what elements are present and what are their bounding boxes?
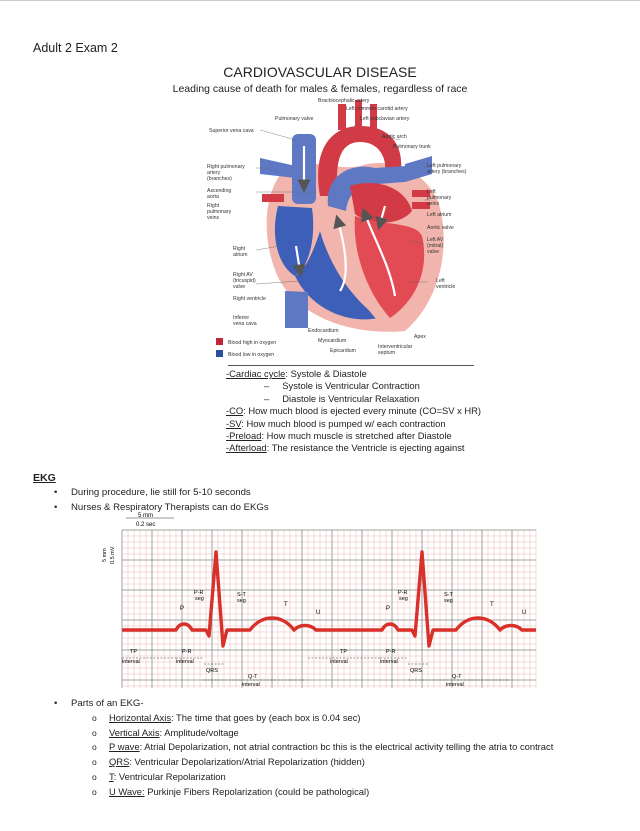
- label-pr-seg-1a: P-R: [194, 590, 204, 596]
- page-header: Adult 2 Exam 2: [33, 41, 118, 55]
- part-u-wave: o U Wave: Purkinje Fibers Repolarization (could be pathological): [92, 785, 553, 800]
- label-qt-1b: interval: [242, 682, 260, 688]
- note-sv: -SV: How much blood is pumped w/ each contraction: [226, 417, 446, 429]
- cardiac-notes: [226, 368, 481, 455]
- label-right-atrium-2: atrium: [233, 252, 248, 258]
- label-pr-int-2a: P-R: [386, 649, 396, 655]
- ekg-bullet-1: • During procedure, lie still for 5-10 seconds: [54, 486, 269, 501]
- label-pr-int-1b: interval: [176, 659, 194, 665]
- label-t-2: T: [490, 602, 494, 608]
- label-left-common-carotid: Left common carotid artery: [346, 106, 408, 112]
- label-inferior-vc-1: Inferior: [233, 315, 250, 321]
- label-st-seg-2b: seg: [444, 598, 453, 604]
- legend-high-swatch: [216, 338, 223, 345]
- label-pr-seg-2a: P-R: [398, 590, 408, 596]
- label-pr-int-2b: interval: [380, 659, 398, 665]
- scale-02sec: 0.2 sec: [136, 522, 156, 528]
- label-left-pulm-veins-2: pulmonary: [427, 195, 452, 201]
- label-right-atrium-1: Right: [233, 246, 246, 252]
- label-interventricular-1: Interventricular: [378, 344, 413, 350]
- label-right-ventricle: Right ventricle: [233, 296, 266, 302]
- label-left-pulm-artery-1: Left pulmonary: [427, 163, 462, 169]
- label-qrs-2: QRS: [410, 668, 422, 674]
- legend-high-label: Blood high in oxygen: [228, 340, 277, 346]
- label-endocardium: Endocardium: [308, 328, 339, 334]
- label-left-av-1: Left AV: [427, 237, 444, 243]
- label-pr-seg-2b: seg: [399, 596, 408, 602]
- label-right-av-1: Right AV: [233, 272, 253, 278]
- label-superior-vena-cava: Superior vena cava: [209, 128, 254, 134]
- section-title: CARDIOVASCULAR DISEASE: [223, 64, 417, 80]
- right-pulmonary-veins: [262, 194, 284, 202]
- scale-5mm: 5 mm: [138, 513, 153, 519]
- label-epicardium: Epicardium: [330, 348, 356, 354]
- parts-list: [92, 711, 553, 799]
- notes-rule: [228, 365, 474, 366]
- label-right-pulm-artery-1: Right pulmonary: [207, 164, 245, 170]
- label-right-av-3: valve: [233, 284, 246, 290]
- label-right-pulm-veins-1: Right: [207, 203, 220, 209]
- label-aortic-valve: Aortic valve: [427, 225, 454, 231]
- label-right-pulm-veins-2: pulmonary: [207, 209, 232, 215]
- label-left-pulm-veins-3: veins: [427, 201, 440, 207]
- label-left-av-3: valve: [427, 249, 440, 255]
- ekg-strip: [96, 512, 544, 692]
- label-right-av-2: (tricuspid): [233, 278, 256, 284]
- label-st-seg-1a: S-T: [237, 592, 246, 598]
- ekg-bullet-2: • Nurses & Respiratory Therapists can do EKGs: [54, 501, 269, 516]
- label-interventricular-2: septum: [378, 350, 396, 356]
- label-brachiocephalic: Brachiocephalic artery: [318, 98, 370, 104]
- note-diastole: – Diastole is Ventricular Relaxation: [264, 392, 420, 404]
- parts-label: • Parts of an EKG-: [54, 698, 144, 709]
- ekg-heading: EKG: [33, 472, 56, 484]
- label-pulmonary-trunk: Pulmonary trunk: [393, 144, 431, 150]
- note-afterload: -Afterload: The resistance the Ventricle is ejecting against: [226, 442, 465, 454]
- section-subtitle: Leading cause of death for males & females, regardless of race: [172, 83, 468, 95]
- label-u-1: U: [316, 610, 321, 616]
- label-p-2: P: [386, 606, 391, 612]
- label-st-seg-1b: seg: [237, 598, 246, 604]
- label-right-pulm-veins-3: veins: [207, 215, 220, 221]
- label-left-subclavian: Left subclavian artery: [360, 116, 410, 122]
- label-st-seg-2a: S-T: [444, 592, 453, 598]
- label-pulmonary-valve: Pulmonary valve: [275, 116, 314, 122]
- label-right-pulm-artery-2: artery: [207, 170, 221, 176]
- ekg-bullets: [54, 486, 269, 515]
- label-left-av-2: (mitral): [427, 243, 444, 249]
- label-left-ventricle-1: Left: [436, 278, 445, 284]
- part-t: o T: Ventricular Repolarization: [92, 770, 553, 785]
- label-tp-2b: interval: [330, 659, 348, 665]
- part-qrs: o QRS: Ventricular Depolarization/Atrial Repolarization (hidden): [92, 755, 553, 770]
- note-co: -CO: How much blood is ejected every minute (CO=SV x HR): [226, 405, 482, 417]
- note-cardiac-cycle: -Cardiac cycle: Systole & Diastole: [226, 368, 367, 379]
- note-preload: -Preload: How much muscle is stretched after Diastole: [226, 430, 452, 442]
- label-pr-int-1a: P-R: [182, 649, 192, 655]
- label-ascending-aorta-2: aorta: [207, 194, 219, 200]
- label-qt-1a: Q-T: [248, 674, 258, 680]
- label-apex: Apex: [414, 334, 426, 340]
- label-aortic-arch: Aortic arch: [382, 134, 407, 140]
- label-u-2: U: [522, 610, 527, 616]
- label-left-pulm-artery-2: artery (branches): [427, 169, 467, 175]
- label-left-pulm-veins-1: Left: [427, 189, 436, 195]
- label-p-1: P: [180, 606, 185, 612]
- heart-diagram: [200, 96, 480, 362]
- scale-vmv: 0.5 mV: [110, 546, 116, 564]
- label-inferior-vc-2: vena cava: [233, 321, 257, 327]
- label-tp-1a: TP: [130, 649, 138, 655]
- label-left-atrium: Left atrium: [427, 212, 452, 218]
- label-left-ventricle-2: ventricle: [436, 284, 456, 290]
- top-rule: [0, 0, 640, 1]
- legend-low-label: Blood low in oxygen: [228, 352, 275, 358]
- scale-vmm: 5 mm: [102, 548, 108, 562]
- label-qt-2a: Q-T: [452, 674, 462, 680]
- label-qrs-1: QRS: [206, 668, 218, 674]
- note-systole: – Systole is Ventricular Contraction: [264, 380, 420, 392]
- label-qt-2b: interval: [446, 682, 464, 688]
- label-tp-1b: interval: [122, 659, 140, 665]
- legend-low-swatch: [216, 350, 223, 357]
- label-pr-seg-1b: seg: [195, 596, 204, 602]
- label-ascending-aorta-1: Ascending: [207, 188, 232, 194]
- part-vertical-axis: o Vertical Axis: Amplitude/voltage: [92, 726, 553, 741]
- label-t-1: T: [284, 602, 288, 608]
- brachiocephalic-vessel: [338, 104, 346, 130]
- part-horizontal-axis: o Horizontal Axis: The time that goes by (each box is 0.04 sec): [92, 711, 553, 726]
- label-myocardium: Myocardium: [318, 338, 347, 344]
- label-right-pulm-artery-3: (branches): [207, 176, 232, 182]
- part-p-wave: o P wave: Atrial Depolarization, not atrial contraction bc this is the electrical activity telling the atria to contract: [92, 740, 553, 755]
- inferior-vena-cava: [285, 291, 308, 328]
- label-tp-2a: TP: [340, 649, 348, 655]
